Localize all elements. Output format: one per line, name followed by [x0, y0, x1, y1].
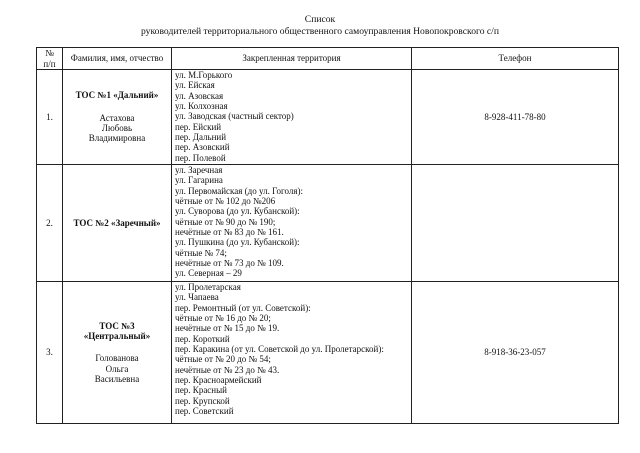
table-row: [37, 165, 619, 282]
territory-item: пер. Красный: [175, 385, 227, 396]
territory-item: пер. Ейский: [175, 121, 222, 132]
territory-item: ул. Колхозная: [175, 101, 228, 112]
header-name: Фамилия, имя, отчество: [63, 48, 172, 70]
territory-item: чётные от № 20 до № 54;: [175, 354, 271, 365]
header-num-line-2: п/п: [43, 58, 56, 69]
territory-item: ул. Северная – 29: [175, 268, 242, 279]
title-line-1: Список: [304, 14, 336, 25]
territory-item: ул. Суворова (до ул. Кубанской):: [175, 206, 300, 217]
territory-list: [172, 282, 412, 424]
territory-item: чётные от № 102 до №206: [175, 196, 276, 207]
header-num-line-1: №: [45, 48, 54, 59]
row-leader: [63, 282, 172, 424]
territory-item: пер. Дальний: [175, 132, 227, 143]
territory-item: ул. Азовская: [175, 90, 224, 101]
header-num: [37, 48, 63, 70]
row-number: 1.: [37, 70, 63, 165]
territory-item: чётные № 74;: [175, 247, 227, 258]
phone-number: [412, 165, 619, 282]
tos-name: ТОС №1 «Дальний»: [75, 90, 159, 101]
territory-list: [172, 70, 412, 165]
territory-item: нечётные от № 83 до № 161.: [175, 227, 284, 238]
territory-item: нечётные от № 15 до № 19.: [175, 323, 280, 334]
leader-patronymic: Владимировна: [88, 133, 146, 144]
leader-first-name: Ольга: [105, 363, 129, 374]
territory-item: ул. Пролетарская: [175, 282, 241, 292]
territory-item: ул. Заводская (частный сектор): [175, 111, 294, 122]
territory-item: пер. Красноармейский: [175, 375, 262, 386]
leaders-table: [36, 47, 619, 424]
table-header-row: [37, 48, 619, 70]
header-phone: Телефон: [412, 48, 619, 70]
tos-name-line-1: ТОС №3: [99, 320, 135, 331]
territory-item: ул. Гагарина: [175, 175, 223, 186]
row-number: 3.: [37, 282, 63, 424]
territory-item: чётные от № 90 до № 190;: [175, 216, 276, 227]
territory-item: ул. Заречная: [175, 165, 223, 175]
territory-item: нечётные от № 23 до № 43.: [175, 364, 280, 375]
tos-name: ТОС №2 «Заречный»: [73, 217, 161, 228]
territory-item: ул. Чапаева: [175, 292, 219, 303]
territory-item: нечётные от № 73 до № 109.: [175, 258, 284, 269]
leader-patronymic: Васильевна: [94, 374, 140, 385]
territory-item: пер. Полевой: [175, 152, 226, 163]
row-leader: [63, 165, 172, 282]
territory-item: пер. Ремонтный (от ул. Советской):: [175, 302, 311, 313]
territory-item: чётные от № 16 до № 20;: [175, 313, 271, 324]
territory-item: ул. М.Горького: [175, 70, 233, 80]
title-line-2: руководителей территориального общественного самоуправления Новопокровского с/п: [141, 26, 499, 37]
territory-item: пер. Короткий: [175, 333, 230, 344]
leader-first-name: Любовь: [101, 123, 133, 133]
header-territory: Закрепленная территория: [172, 48, 412, 70]
territory-item: ул. Ейская: [175, 80, 215, 91]
territory-list: [172, 165, 412, 282]
row-leader: [63, 70, 172, 165]
table-row: [37, 70, 619, 165]
row-number: 2.: [37, 165, 63, 282]
territory-item: ул. Первомайская (до ул. Гоголя):: [175, 185, 303, 196]
phone-number: 8-928-411-78-80: [412, 70, 619, 165]
tos-name-line-2: «Центральный»: [83, 330, 151, 341]
document-title: [0, 14, 640, 38]
leader-surname: Астахова: [99, 112, 135, 123]
phone-number: 8-918-36-23-057: [412, 282, 619, 424]
table-row: [37, 282, 619, 424]
territory-item: пер. Каракина (от ул. Советской до ул. Пролетарской):: [175, 344, 384, 355]
territory-item: пер. Крупской: [175, 395, 230, 406]
territory-item: пер. Азовский: [175, 142, 230, 153]
leader-surname: Голованова: [95, 353, 139, 364]
territory-item: пер. Советский: [175, 406, 234, 417]
territory-item: ул. Пушкина (до ул. Кубанской):: [175, 237, 300, 248]
